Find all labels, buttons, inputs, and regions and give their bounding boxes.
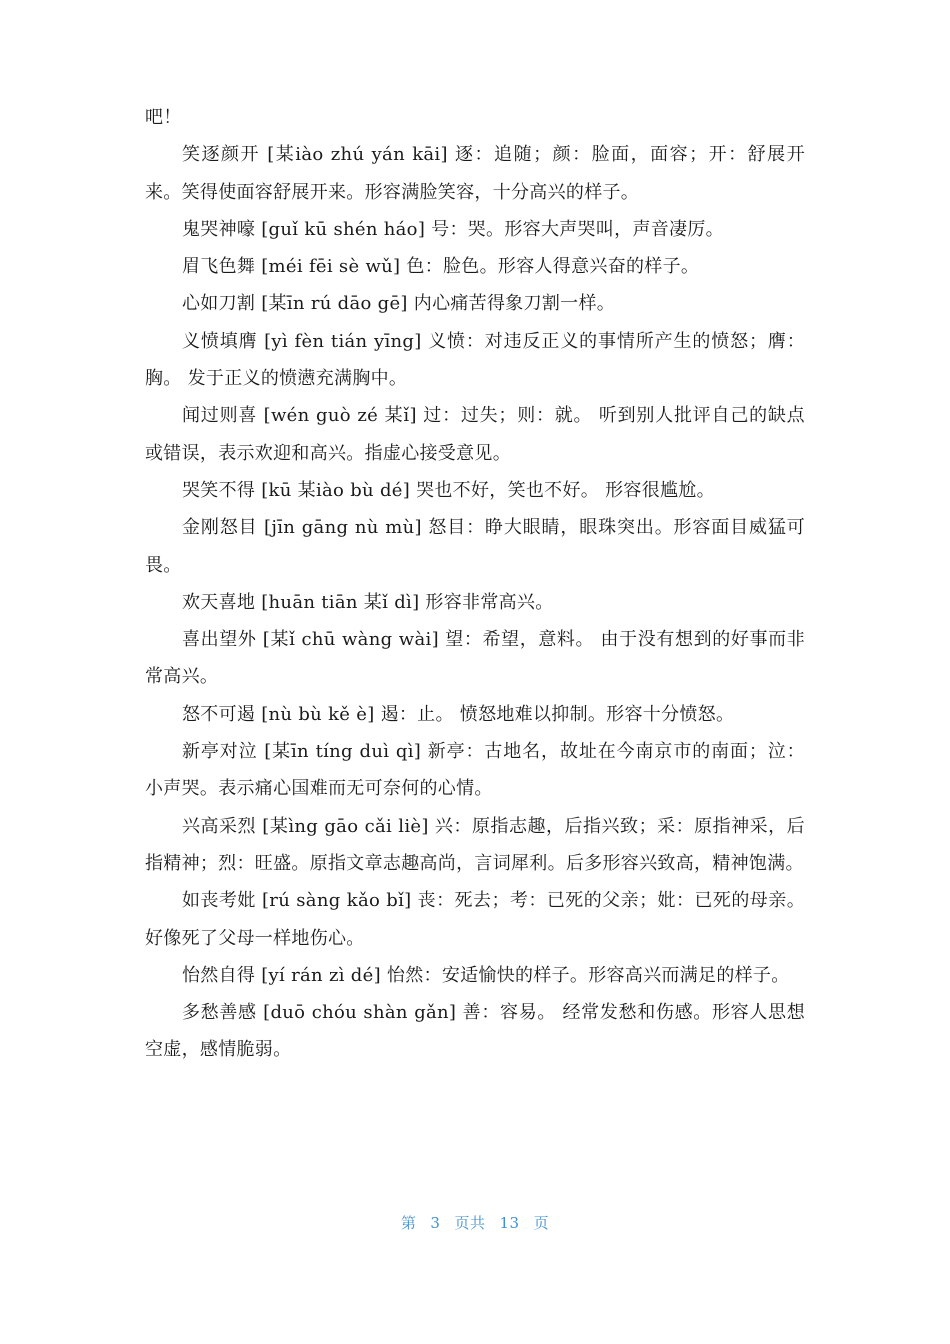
idiom-paragraph: 怡然自得 [yí rán zì dé] 怡然：安适愉快的样子。形容高兴而满足的样子。 — [182, 964, 790, 986]
idiom-paragraph: 哭笑不得 [kū 某iào bù dé] 哭也不好，笑也不好。 形容很尴尬。 — [182, 479, 715, 501]
idiom-paragraph: 怒不可遏 [nù bù kě è] 遏：止。 愤怒地难以抑制。形容十分愤怒。 — [182, 703, 735, 725]
idiom-paragraph: 笑逐颜开 [某iào zhú yán kāi] 逐：追随；颜：脸面，面容；开：舒展开来。笑得使面容舒展开来。形容满脸笑容，十分高兴的样子。 — [145, 144, 805, 203]
idiom-paragraph: 闻过则喜 [wén guò zé 某ǐ] 过：过失；则：就。 听到别人批评自己的缺点或错误，表示欢迎和高兴。指虚心接受意见。 — [145, 405, 805, 464]
footer-middle: 页共 — [454, 1214, 486, 1232]
idiom-paragraph: 义愤填膺 [yì fèn tián yīng] 义愤：对违反正义的事情所产生的愤怒；膺：胸。 发于正义的愤懑充满胸中。 — [145, 330, 805, 390]
footer-total-pages: 13 — [499, 1214, 520, 1232]
idiom-paragraph: 多愁善感 [duō chóu shàn gǎn] 善：容易。 经常发愁和伤感。形容人思想空虚，感情脆弱。 — [145, 1002, 805, 1061]
page-footer — [0, 1212, 950, 1233]
footer-suffix: 页 — [533, 1214, 550, 1232]
page-body — [145, 99, 805, 1069]
idiom-paragraph: 新亭对泣 [某īn tíng duì qì] 新亭：古地名，故址在今南京市的南面；泣：小声哭。表示痛心国难而无可奈何的心情。 — [145, 741, 805, 800]
idiom-paragraph: 金刚怒目 [jīn gāng nù mù] 怒目：睁大眼睛，眼珠突出。形容面目威猛可畏。 — [145, 517, 805, 576]
idiom-paragraph: 喜出望外 [某ǐ chū wàng wài] 望：希望，意料。 由于没有想到的好事而非常高兴。 — [145, 629, 805, 688]
idiom-paragraph: 心如刀割 [某īn rú dāo gē] 内心痛苦得象刀割一样。 — [182, 293, 616, 315]
idiom-paragraph: 吧！ — [145, 107, 182, 128]
idiom-paragraph: 眉飞色舞 [méi fēi sè wǔ] 色：脸色。形容人得意兴奋的样子。 — [182, 256, 700, 278]
idiom-paragraph: 鬼哭神嚎 [guǐ kū shén háo] 号：哭。形容大声哭叫，声音凄厉。 — [182, 218, 724, 240]
footer-prefix: 第 — [400, 1214, 417, 1232]
idiom-paragraph: 如丧考妣 [rú sàng kǎo bǐ] 丧：死去；考：已死的父亲；妣：已死的母亲。好像死了父母一样地伤心。 — [145, 890, 805, 949]
idiom-paragraph: 欢天喜地 [huān tiān 某ǐ dì] 形容非常高兴。 — [182, 591, 554, 613]
idiom-paragraph: 兴高采烈 [某ìng gāo cǎi liè] 兴：原指志趣，后指兴致；采：原指神采，后指精神；烈：旺盛。原指文章志趣高尚，言词犀利。后多形容兴致高，精神饱满。 — [145, 815, 805, 874]
footer-current-page: 3 — [430, 1214, 441, 1232]
